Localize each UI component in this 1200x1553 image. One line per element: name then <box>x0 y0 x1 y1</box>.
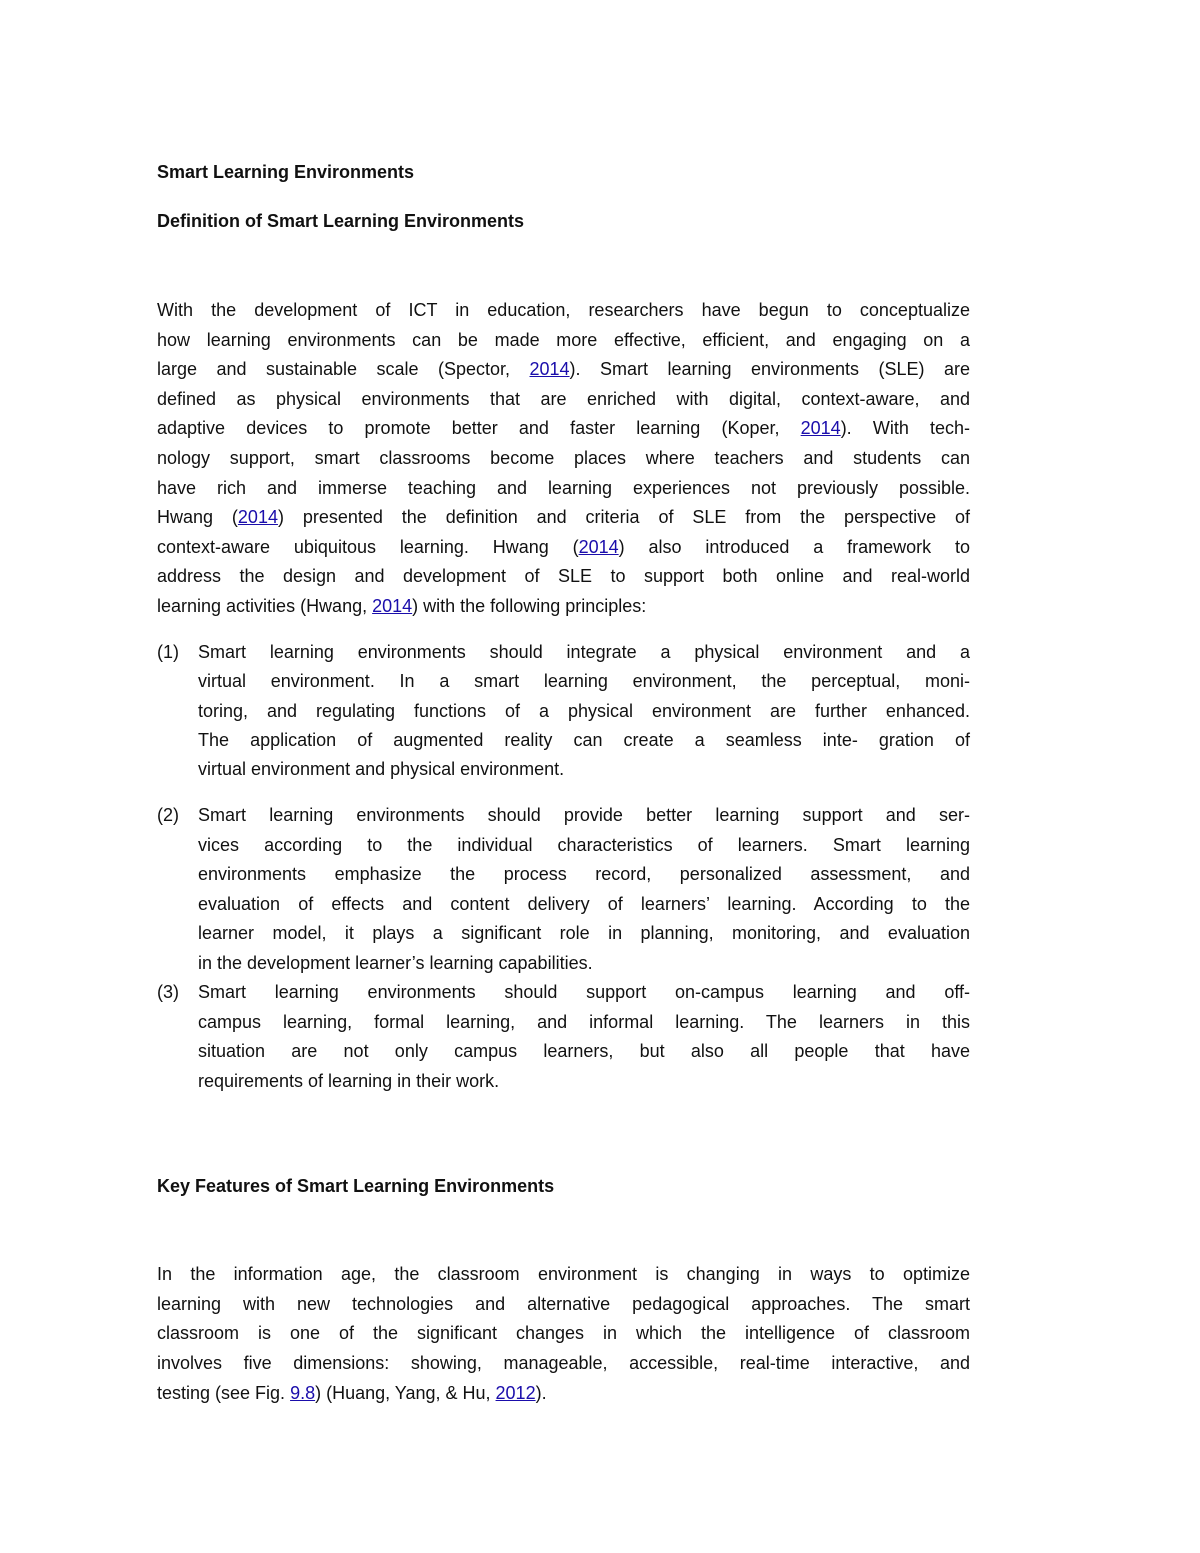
text-span: virtual environment and physical environment. <box>198 759 565 780</box>
text-line <box>198 951 970 975</box>
text-line <box>157 1262 970 1286</box>
citation-link[interactable]: 2014 <box>578 536 619 557</box>
list-number: (1) <box>157 642 179 662</box>
text-span: learning with new technologies and alternative pedagogical approaches. The smart <box>157 1293 970 1314</box>
text-span: evaluation of effects and content delivery of learners’ learning. According to the <box>198 893 970 914</box>
text-span: campus learning, formal learning, and informal learning. The learners in this <box>198 1011 970 1032</box>
text-span: The application of augmented reality can create a seamless inte- gration of <box>198 729 970 750</box>
text-line <box>157 328 970 352</box>
citation-link[interactable]: 2014 <box>800 418 841 439</box>
text-line <box>198 1010 970 1034</box>
section-heading-key-features: Key Features of Smart Learning Environments <box>157 1176 555 1196</box>
text-span: in the development learner’s learning capabilities. <box>198 952 593 973</box>
text-span: learning activities (Hwang, <box>157 596 373 616</box>
text-line <box>157 298 970 322</box>
text-line <box>198 892 970 916</box>
text-line <box>198 980 970 1004</box>
text-span: situation are not only campus learners, but also all people that have <box>198 1041 970 1061</box>
text-line <box>198 833 970 857</box>
text-span: adaptive devices to promote better and faster learning (Koper, <box>157 418 801 439</box>
text-span: ). Smart learning environments (SLE) are <box>569 359 970 380</box>
text-span: address the design and development of SLE to support both online and real-world <box>157 566 970 587</box>
list-number: (3) <box>157 982 179 1002</box>
text-span: Smart learning environments should provide better learning support and ser- <box>198 805 970 825</box>
text-span: Smart learning environments should integrate a physical environment and a <box>198 642 970 662</box>
text-span: classroom is one of the significant changes in which the intelligence of classroom <box>157 1323 970 1344</box>
text-line <box>198 728 970 752</box>
citation-link[interactable]: 2012 <box>495 1382 536 1403</box>
text-line <box>157 1292 970 1316</box>
text-line <box>198 699 970 723</box>
text-line <box>157 387 970 411</box>
text-span: With the development of ICT in education, researchers have begun to conceptualize <box>157 300 970 320</box>
text-line <box>198 921 970 945</box>
text-span: defined as physical environments that are enriched with digital, context-aware, and <box>157 388 970 409</box>
document-title: Smart Learning Environments <box>157 162 415 182</box>
text-line <box>157 1321 970 1345</box>
text-span: ) with the following principles: <box>412 596 647 616</box>
text-span: toring, and regulating functions of a physical environment are further enhanced. <box>198 700 970 721</box>
text-line <box>157 357 970 381</box>
text-line <box>157 505 970 529</box>
text-span: Hwang ( <box>157 507 238 528</box>
text-line <box>157 1351 970 1375</box>
text-span: vices according to the individual characteristics of learners. Smart learning <box>198 834 970 855</box>
text-line <box>198 1069 970 1093</box>
text-span: environments emphasize the process record, personalized assessment, and <box>198 864 970 884</box>
text-line <box>157 416 970 440</box>
text-span: involves five dimensions: showing, manageable, accessible, real-time interactive, and <box>157 1353 970 1374</box>
text-span: ) also introduced a framework to <box>618 536 970 557</box>
text-span: have rich and immerse teaching and learning experiences not previously possible. <box>157 477 970 498</box>
citation-link[interactable]: 2014 <box>529 359 570 380</box>
text-line <box>198 862 970 886</box>
citation-link[interactable]: 2014 <box>237 507 278 528</box>
text-line <box>157 594 970 618</box>
text-span: testing (see Fig. <box>157 1382 291 1403</box>
text-line <box>157 535 970 559</box>
text-span: ) presented the definition and criteria of SLE from the perspective of <box>277 507 971 528</box>
text-span: requirements of learning in their work. <box>198 1070 500 1091</box>
text-line <box>157 476 970 500</box>
text-line <box>198 640 970 664</box>
text-span: ). <box>535 1382 547 1403</box>
text-line <box>198 803 970 827</box>
text-span: ) (Huang, Yang, & Hu, <box>315 1382 496 1403</box>
text-span: virtual environment. In a smart learning environment, the perceptual, moni- <box>198 671 970 692</box>
text-line <box>198 669 970 693</box>
text-span: In the information age, the classroom environment is changing in ways to optimize <box>157 1264 970 1284</box>
text-span: ). With tech- <box>840 418 970 439</box>
text-span: context-aware ubiquitous learning. Hwang ( <box>157 536 579 557</box>
citation-link[interactable]: 2014 <box>372 596 413 616</box>
text-span: learner model, it plays a significant role in planning, monitoring, and evaluation <box>198 923 970 943</box>
citation-link[interactable]: 9.8 <box>290 1382 316 1403</box>
list-number: (2) <box>157 805 179 825</box>
text-span: large and sustainable scale (Spector, <box>157 359 530 380</box>
text-span: nology support, smart classrooms become places where teachers and students can <box>157 448 970 468</box>
text-span: how learning environments can be made more effective, efficient, and engaging on a <box>157 329 970 350</box>
text-line <box>157 446 970 470</box>
text-line <box>157 564 970 588</box>
text-line <box>198 757 970 781</box>
section-heading-definition: Definition of Smart Learning Environments <box>157 211 525 231</box>
text-span: Smart learning environments should support on-campus learning and off- <box>198 982 970 1002</box>
text-line <box>157 1381 970 1405</box>
text-line <box>198 1039 970 1063</box>
